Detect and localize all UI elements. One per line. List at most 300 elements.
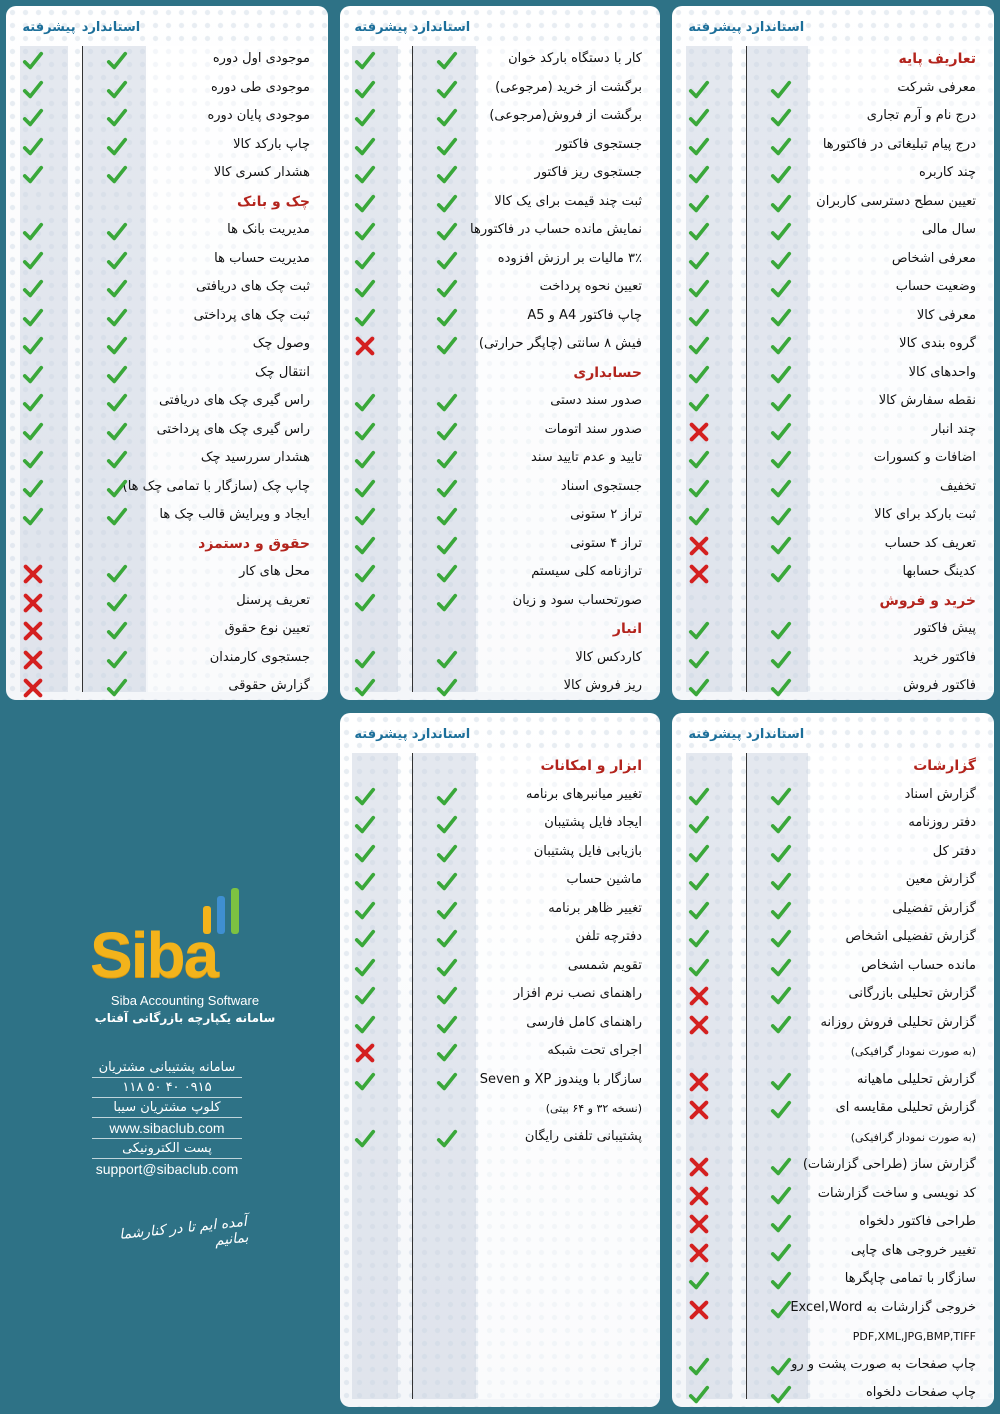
check-icon (436, 535, 458, 557)
feature-label: تقویم شمسی (567, 957, 642, 973)
check-icon (22, 478, 44, 500)
note-row (672, 1039, 994, 1068)
feature-label: جستجوی ریز فاکتور (534, 165, 642, 180)
check-icon (436, 392, 458, 414)
feature-label: گزارش تحلیلی مقایسه ای (835, 1100, 976, 1115)
check-icon (436, 928, 458, 950)
check-icon (354, 928, 376, 950)
check-icon (770, 871, 792, 893)
feature-row (6, 617, 328, 646)
check-icon (688, 649, 710, 671)
feature-row (6, 161, 328, 190)
feature-label: نمایش مانده حساب در فاکتورها (470, 222, 642, 237)
check-icon (688, 814, 710, 836)
email-link[interactable]: support@sibaclub.com (95, 1161, 239, 1177)
header-advanced: پیشرفته (354, 20, 408, 35)
feature-row (6, 133, 328, 162)
check-icon (354, 786, 376, 808)
feature-label: محل های کار (239, 564, 310, 579)
check-icon (770, 1384, 792, 1406)
check-icon (106, 592, 128, 614)
section-heading: حقوق و دستمزد (198, 535, 310, 552)
feature-row (672, 925, 994, 954)
check-icon (436, 1042, 458, 1064)
feature-row (672, 617, 994, 646)
feature-label: تایید و عدم تایید سند (531, 450, 642, 465)
feature-label: چاپ صفحات دلخواه (866, 1385, 976, 1400)
feature-label: راس گیری چک های پرداختی (156, 421, 310, 437)
check-icon (436, 592, 458, 614)
feature-label: ریز فروش کالا (563, 678, 642, 693)
check-icon (770, 79, 792, 101)
check-icon (436, 814, 458, 836)
feature-row (672, 868, 994, 897)
feature-label: فاکتور خرید (912, 649, 976, 665)
feature-row (672, 1239, 994, 1268)
header-standard: استاندارد (81, 20, 141, 35)
feature-label: درج پیام تبلیغاتی در فاکتورها (822, 136, 976, 152)
check-icon (770, 786, 792, 808)
feature-row (340, 133, 660, 162)
check-icon (106, 250, 128, 272)
check-icon (688, 871, 710, 893)
feature-label: تعیین نوع حقوق (224, 621, 310, 636)
check-icon (354, 50, 376, 72)
feature-row (672, 133, 994, 162)
check-icon (688, 221, 710, 243)
feature-label: چاپ چک (سازگار با تمامی چک ها) (122, 478, 310, 494)
check-icon (436, 1014, 458, 1036)
check-icon (436, 649, 458, 671)
feature-label: مدیریت حساب ها (214, 250, 310, 266)
feature-row (340, 560, 660, 589)
section-heading: گزارشات (913, 758, 976, 774)
check-icon (770, 1299, 792, 1321)
cross-icon (688, 1242, 710, 1264)
check-icon (22, 79, 44, 101)
feature-row (672, 389, 994, 418)
feature-row (672, 1296, 994, 1325)
feature-row (340, 646, 660, 675)
check-icon (770, 221, 792, 243)
section-heading-row (340, 754, 660, 783)
check-icon (770, 814, 792, 836)
feature-row (340, 332, 660, 361)
feature-row (672, 247, 994, 276)
section-heading-row (340, 617, 660, 646)
check-icon (688, 1270, 710, 1292)
section-heading-row (6, 532, 328, 561)
feature-row (6, 47, 328, 76)
check-icon (688, 449, 710, 471)
feature-row (672, 76, 994, 105)
cross-icon (688, 563, 710, 585)
feature-panel (340, 6, 660, 700)
check-icon (354, 250, 376, 272)
feature-row (340, 589, 660, 618)
check-icon (106, 421, 128, 443)
feature-label: صدور سند اتومات (544, 421, 642, 437)
check-icon (436, 563, 458, 585)
feature-row (672, 161, 994, 190)
club-label: کلوپ مشتریان سیبا (92, 1098, 242, 1118)
check-icon (354, 677, 376, 699)
check-icon (354, 871, 376, 893)
check-icon (770, 1099, 792, 1121)
check-icon (22, 107, 44, 129)
check-icon (436, 478, 458, 500)
check-icon (436, 107, 458, 129)
cross-icon (688, 1099, 710, 1121)
feature-label: ثبت چک های دریافتی (196, 279, 310, 294)
feature-row (672, 1011, 994, 1040)
feature-label: مانده حساب اشخاص (861, 957, 976, 973)
feature-row (672, 646, 994, 675)
phone-number: ۰۹۱۵ ۴۰ ۵۰ ۱۱۸ (92, 1078, 242, 1098)
check-icon (770, 307, 792, 329)
feature-label: جستجوی فاکتور (555, 136, 642, 152)
check-icon (770, 107, 792, 129)
feature-label: اضافات و کسورات (873, 450, 976, 465)
feature-row (672, 897, 994, 926)
feature-row (340, 1039, 660, 1068)
cross-icon (354, 1042, 376, 1064)
feature-label: گزارش ساز (طراحی گزارشات) (802, 1157, 976, 1172)
feature-label: هشدار سررسید چک (200, 450, 310, 465)
feature-label: صورتحساب سود و زیان (512, 592, 642, 608)
feature-row (340, 161, 660, 190)
feature-list (672, 754, 994, 1407)
feature-label: کدینگ حسابها (902, 564, 976, 579)
feature-label: دفترچه تلفن (575, 929, 642, 944)
feature-label: تعیین نحوه پرداخت (539, 279, 642, 294)
feature-row (340, 418, 660, 447)
check-icon (688, 335, 710, 357)
check-icon (770, 928, 792, 950)
check-icon (22, 164, 44, 186)
header-standard: استاندارد (745, 20, 805, 35)
check-icon (770, 1071, 792, 1093)
feature-label: مدیریت بانک ها (227, 222, 310, 237)
feature-row (672, 1153, 994, 1182)
feature-label: چاپ بارکد کالا (233, 136, 310, 152)
feature-note: (به صورت نمودار گرافیکی) (850, 1045, 976, 1058)
check-icon (688, 136, 710, 158)
feature-label: ترازنامه کلی سیستم (531, 564, 642, 579)
check-icon (106, 335, 128, 357)
feature-label: چاپ فاکتور A4 و A5 (527, 307, 642, 323)
header-advanced: پیشرفته (688, 727, 742, 742)
feature-note: PDF,XML,JPG,BMP,TIFF (852, 1330, 976, 1343)
check-icon (770, 985, 792, 1007)
section-heading-row (6, 190, 328, 219)
feature-label: گزارش تفضیلی اشخاص (845, 929, 976, 944)
check-icon (354, 506, 376, 528)
check-icon (354, 307, 376, 329)
check-icon (354, 1014, 376, 1036)
check-icon (436, 506, 458, 528)
feature-label: ثبت چند قیمت برای یک کالا (494, 193, 642, 209)
check-icon (770, 1270, 792, 1292)
feature-row (340, 218, 660, 247)
feature-row (340, 275, 660, 304)
feature-label: تغییر ظاهر برنامه (548, 900, 642, 916)
feature-row (340, 76, 660, 105)
feature-label: تراز ۲ ستونی (570, 507, 642, 522)
feature-label: برگشت از فروش(مرجوعی) (489, 108, 642, 123)
feature-label: ۳٪ مالیات بر ارزش افزوده (497, 250, 642, 266)
cross-icon (22, 592, 44, 614)
cross-icon (688, 1156, 710, 1178)
check-icon (354, 843, 376, 865)
section-heading-row (672, 589, 994, 618)
feature-label: موجودی پایان دوره (207, 108, 310, 123)
feature-row (6, 560, 328, 589)
header-standard: استاندارد (745, 727, 805, 742)
feature-label: گزارش اسناد (904, 786, 976, 802)
feature-row (6, 503, 328, 532)
feature-row (340, 1125, 660, 1154)
feature-row (340, 389, 660, 418)
check-icon (106, 620, 128, 642)
check-icon (436, 985, 458, 1007)
header-advanced: پیشرفته (354, 727, 408, 742)
cross-icon (688, 1014, 710, 1036)
feature-row (6, 361, 328, 390)
check-icon (354, 985, 376, 1007)
feature-label: درج نام و آرم تجاری (866, 108, 976, 123)
section-heading-row (672, 47, 994, 76)
logo: Siba (90, 919, 218, 991)
check-icon (688, 843, 710, 865)
section-heading: چک و بانک (237, 193, 310, 210)
feature-row (672, 1381, 994, 1407)
feature-row (340, 925, 660, 954)
check-icon (770, 563, 792, 585)
feature-label: چند کاربره (919, 165, 976, 180)
feature-row (340, 811, 660, 840)
check-icon (436, 843, 458, 865)
cross-icon (688, 421, 710, 443)
feature-label: گزارش تحلیلی ماهیانه (856, 1071, 976, 1087)
check-icon (436, 1071, 458, 1093)
check-icon (770, 900, 792, 922)
check-icon (22, 506, 44, 528)
check-icon (22, 335, 44, 357)
feature-label: معرفی اشخاص (891, 250, 976, 266)
check-icon (770, 535, 792, 557)
check-icon (22, 221, 44, 243)
check-icon (436, 221, 458, 243)
check-icon (688, 307, 710, 329)
feature-row (6, 76, 328, 105)
feature-label: پیش فاکتور (914, 621, 976, 636)
feature-row (340, 304, 660, 333)
feature-label: تعیین سطح دسترسی کاربران (816, 193, 976, 209)
check-icon (688, 786, 710, 808)
feature-row (6, 589, 328, 618)
check-icon (770, 364, 792, 386)
feature-row (672, 954, 994, 983)
feature-row (672, 332, 994, 361)
feature-row (672, 1210, 994, 1239)
check-icon (22, 250, 44, 272)
feature-label: پشتیبانی تلفنی رایگان (524, 1128, 642, 1144)
feature-row (672, 1267, 994, 1296)
slogan: آمده ایم تا در کنارشما بمانیم (118, 1213, 250, 1250)
feature-row (672, 1068, 994, 1097)
check-icon (688, 900, 710, 922)
feature-row (672, 1096, 994, 1125)
check-icon (770, 649, 792, 671)
check-icon (770, 478, 792, 500)
check-icon (354, 957, 376, 979)
feature-row (340, 190, 660, 219)
check-icon (688, 957, 710, 979)
cross-icon (688, 535, 710, 557)
support-label: سامانه پشتیبانی مشتریان (92, 1058, 242, 1078)
check-icon (436, 871, 458, 893)
check-icon (354, 535, 376, 557)
feature-label: وضعیت حساب (895, 279, 976, 294)
check-icon (770, 335, 792, 357)
feature-row (340, 247, 660, 276)
check-icon (22, 50, 44, 72)
feature-label: صدور سند دستی (550, 393, 642, 408)
check-icon (106, 79, 128, 101)
check-icon (770, 250, 792, 272)
check-icon (106, 50, 128, 72)
note-row (340, 1096, 660, 1125)
check-icon (106, 649, 128, 671)
feature-label: سال مالی (921, 222, 976, 237)
feature-label: ثبت بارکد برای کالا (874, 507, 976, 522)
feature-label: سازگار با ویندوز XP و Seven (479, 1071, 642, 1087)
cross-icon (22, 677, 44, 699)
section-heading-row (672, 754, 994, 783)
check-icon (688, 193, 710, 215)
check-icon (770, 1156, 792, 1178)
check-icon (436, 957, 458, 979)
feature-panel (6, 6, 328, 700)
feature-row (6, 247, 328, 276)
cross-icon (688, 1071, 710, 1093)
feature-label: گزارش حقوقی (228, 678, 310, 693)
check-icon (106, 136, 128, 158)
feature-row (6, 304, 328, 333)
section-heading-row (340, 361, 660, 390)
check-icon (22, 307, 44, 329)
check-icon (688, 278, 710, 300)
feature-row (340, 783, 660, 812)
cross-icon (354, 335, 376, 357)
feature-row (6, 475, 328, 504)
feature-list (340, 754, 660, 1153)
check-icon (106, 364, 128, 386)
feature-label: فیش ۸ سانتی (چاپگر حرارتی) (478, 336, 642, 351)
feature-label: معرفی کالا (916, 307, 976, 323)
cross-icon (688, 1213, 710, 1235)
check-icon (770, 620, 792, 642)
check-icon (436, 307, 458, 329)
feature-label: برگشت از خرید (مرجوعی) (495, 79, 642, 95)
check-icon (354, 592, 376, 614)
check-icon (688, 250, 710, 272)
check-icon (436, 335, 458, 357)
feature-row (6, 275, 328, 304)
section-heading: خرید و فروش (879, 592, 976, 609)
check-icon (106, 307, 128, 329)
check-icon (106, 563, 128, 585)
check-icon (688, 79, 710, 101)
feature-label: ماشین حساب (566, 872, 642, 887)
check-icon (354, 221, 376, 243)
feature-row (672, 361, 994, 390)
feature-row (6, 332, 328, 361)
feature-label: انتقال چک (255, 364, 310, 380)
feature-label: ایجاد فایل پشتیبان (544, 815, 642, 830)
feature-row (340, 1068, 660, 1097)
check-icon (354, 814, 376, 836)
feature-label: دفتر روزنامه (908, 815, 976, 830)
check-icon (436, 79, 458, 101)
check-icon (770, 449, 792, 471)
check-icon (354, 136, 376, 158)
feature-label: تغییر خروجی های چاپی (850, 1242, 976, 1258)
feature-label: نقطه سفارش کالا (878, 393, 976, 408)
note-row (672, 1125, 994, 1154)
feature-row (340, 868, 660, 897)
check-icon (436, 250, 458, 272)
feature-label: موجودی اول دوره (212, 51, 310, 66)
check-icon (436, 278, 458, 300)
check-icon (770, 1213, 792, 1235)
check-icon (22, 278, 44, 300)
feature-label: چاپ صفحات به صورت پشت و رو (791, 1356, 976, 1372)
check-icon (354, 193, 376, 215)
check-icon (22, 449, 44, 471)
cross-icon (688, 1299, 710, 1321)
cross-icon (22, 563, 44, 585)
check-icon (106, 506, 128, 528)
feature-row (672, 418, 994, 447)
feature-label: فاکتور فروش (903, 678, 976, 693)
feature-label: جستجوی اسناد (560, 478, 642, 494)
check-icon (770, 1356, 792, 1378)
check-icon (770, 136, 792, 158)
check-icon (22, 392, 44, 414)
check-icon (688, 164, 710, 186)
tagline-en: Siba Accounting Software (110, 993, 260, 1008)
feature-label: راهنمای کامل فارسی (526, 1014, 642, 1030)
feature-row (340, 446, 660, 475)
feature-label: سازگار با تمامی چاپگرها (844, 1271, 976, 1286)
feature-label: طراحی فاکتور دلخواه (859, 1214, 976, 1229)
check-icon (436, 786, 458, 808)
feature-row (340, 1011, 660, 1040)
check-icon (354, 478, 376, 500)
feature-label: تغییر میانبرهای برنامه (525, 786, 642, 802)
check-icon (354, 278, 376, 300)
check-icon (354, 1128, 376, 1150)
contact-info (92, 1058, 242, 1179)
feature-label: ثبت چک های پرداختی (193, 307, 310, 323)
check-icon (770, 506, 792, 528)
feature-label: کد نویسی و ساخت گزارشات (817, 1185, 976, 1201)
website-link[interactable]: www.sibaclub.com (92, 1118, 242, 1139)
check-icon (436, 164, 458, 186)
check-icon (436, 1128, 458, 1150)
